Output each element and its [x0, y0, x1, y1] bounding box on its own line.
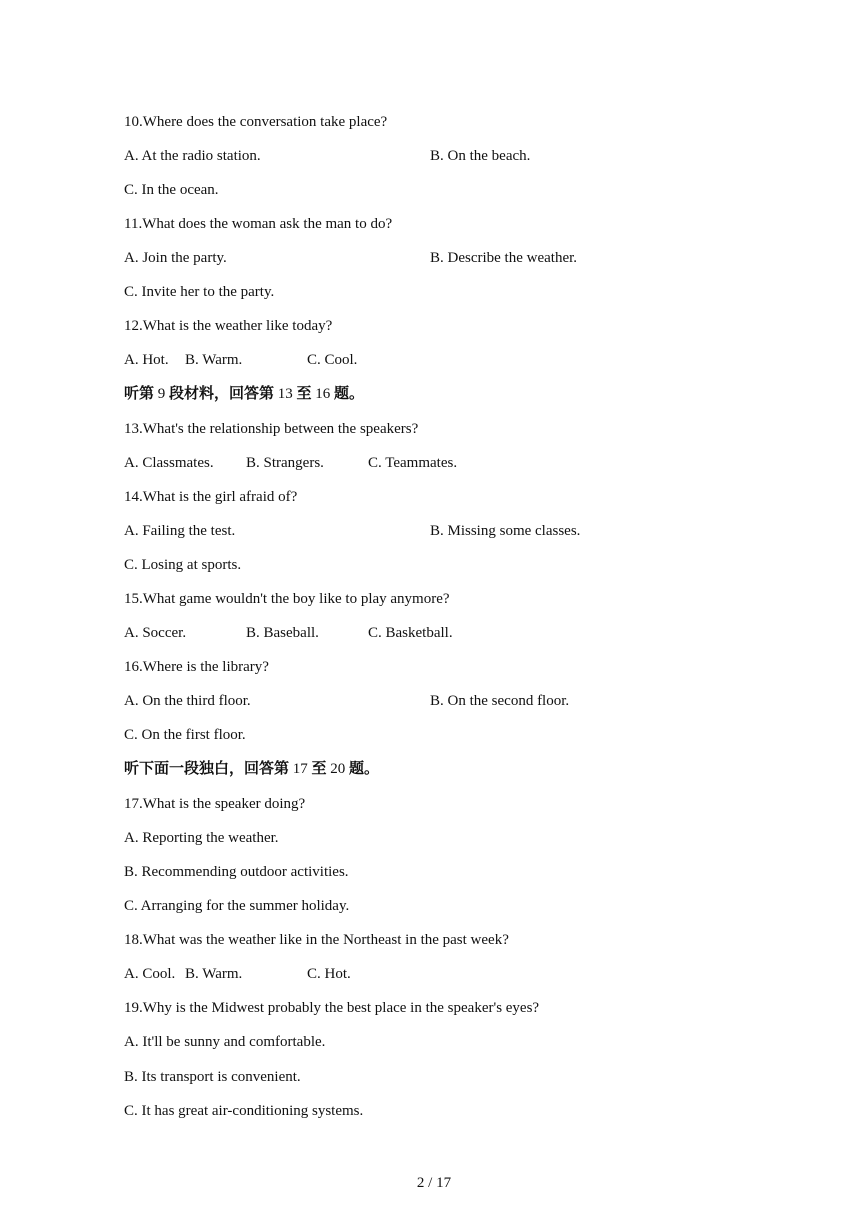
q14-option-c: C. Losing at sports. — [124, 557, 242, 573]
q13-option-c: C. Teammates. — [368, 455, 458, 471]
question-13: 13.What's the relationship between the speakers? — [124, 421, 419, 437]
q15-option-c: C. Basketball. — [368, 625, 453, 641]
section9-n1: 9 — [157, 386, 166, 402]
q14-option-b: B. Missing some classes. — [430, 523, 581, 539]
question-19: 19.Why is the Midwest probably the best place in the speaker's eyes? — [124, 1000, 540, 1016]
q18-option-b: B. Warm. — [185, 966, 243, 982]
q15-option-a: A. Soccer. — [124, 625, 187, 641]
section9-suffix: 题。 — [334, 386, 365, 402]
section9-prefix: 听第 — [124, 386, 155, 402]
section9-n3: 16 — [315, 386, 331, 402]
q17-option-a: A. Reporting the weather. — [124, 830, 279, 846]
q17-option-c: C. Arranging for the summer holiday. — [124, 898, 350, 914]
question-17: 17.What is the speaker doing? — [124, 796, 306, 812]
q16-option-c: C. On the first floor. — [124, 727, 246, 743]
q19-option-c: C. It has great air-conditioning systems. — [124, 1103, 364, 1119]
question-10: 10.Where does the conversation take place? — [124, 114, 388, 130]
q16-option-b: B. On the second floor. — [430, 693, 570, 709]
q12-option-c: C. Cool. — [307, 352, 358, 368]
q15-option-b: B. Baseball. — [246, 625, 319, 641]
q13-option-a: A. Classmates. — [124, 455, 214, 471]
q11-option-c: C. Invite her to the party. — [124, 284, 275, 300]
question-16: 16.Where is the library? — [124, 659, 269, 675]
q11-option-b: B. Describe the weather. — [430, 250, 578, 266]
q16-option-a: A. On the third floor. — [124, 693, 251, 709]
section10-suffix: 题。 — [349, 761, 380, 777]
q14-option-a: A. Failing the test. — [124, 523, 236, 539]
q18-option-c: C. Hot. — [307, 966, 351, 982]
section-heading-9 — [124, 384, 364, 404]
section9-to: 至 — [296, 386, 312, 402]
q12-option-a: A. Hot. — [124, 352, 169, 368]
question-12: 12.What is the weather like today? — [124, 318, 333, 334]
q17-option-b: B. Recommending outdoor activities. — [124, 864, 349, 880]
question-18: 18.What was the weather like in the Northeast in the past week? — [124, 932, 509, 948]
question-11: 11.What does the woman ask the man to do? — [124, 216, 393, 232]
section10-n1: 17 — [292, 761, 308, 777]
q19-option-a: A. It'll be sunny and comfortable. — [124, 1034, 326, 1050]
section10-n2: 20 — [330, 761, 346, 777]
q10-option-a: A. At the radio station. — [124, 148, 261, 164]
section-heading-10 — [124, 759, 379, 779]
page-number: 2 / 17 — [416, 1175, 452, 1191]
q13-option-b: B. Strangers. — [246, 455, 324, 471]
q10-option-c: C. In the ocean. — [124, 182, 219, 198]
section9-n2: 13 — [277, 386, 293, 402]
section9-middle: 段材料，回答第 — [169, 386, 275, 402]
q10-option-b: B. On the beach. — [430, 148, 531, 164]
q19-option-b: B. Its transport is convenient. — [124, 1069, 301, 1085]
q18-option-a: A. Cool. — [124, 966, 176, 982]
q12-option-b: B. Warm. — [185, 352, 243, 368]
question-15: 15.What game wouldn't the boy like to play anymore? — [124, 591, 450, 607]
q11-option-a: A. Join the party. — [124, 250, 227, 266]
section10-prefix: 听下面一段独白，回答第 — [124, 761, 290, 777]
section10-to: 至 — [311, 761, 327, 777]
question-14: 14.What is the girl afraid of? — [124, 489, 298, 505]
